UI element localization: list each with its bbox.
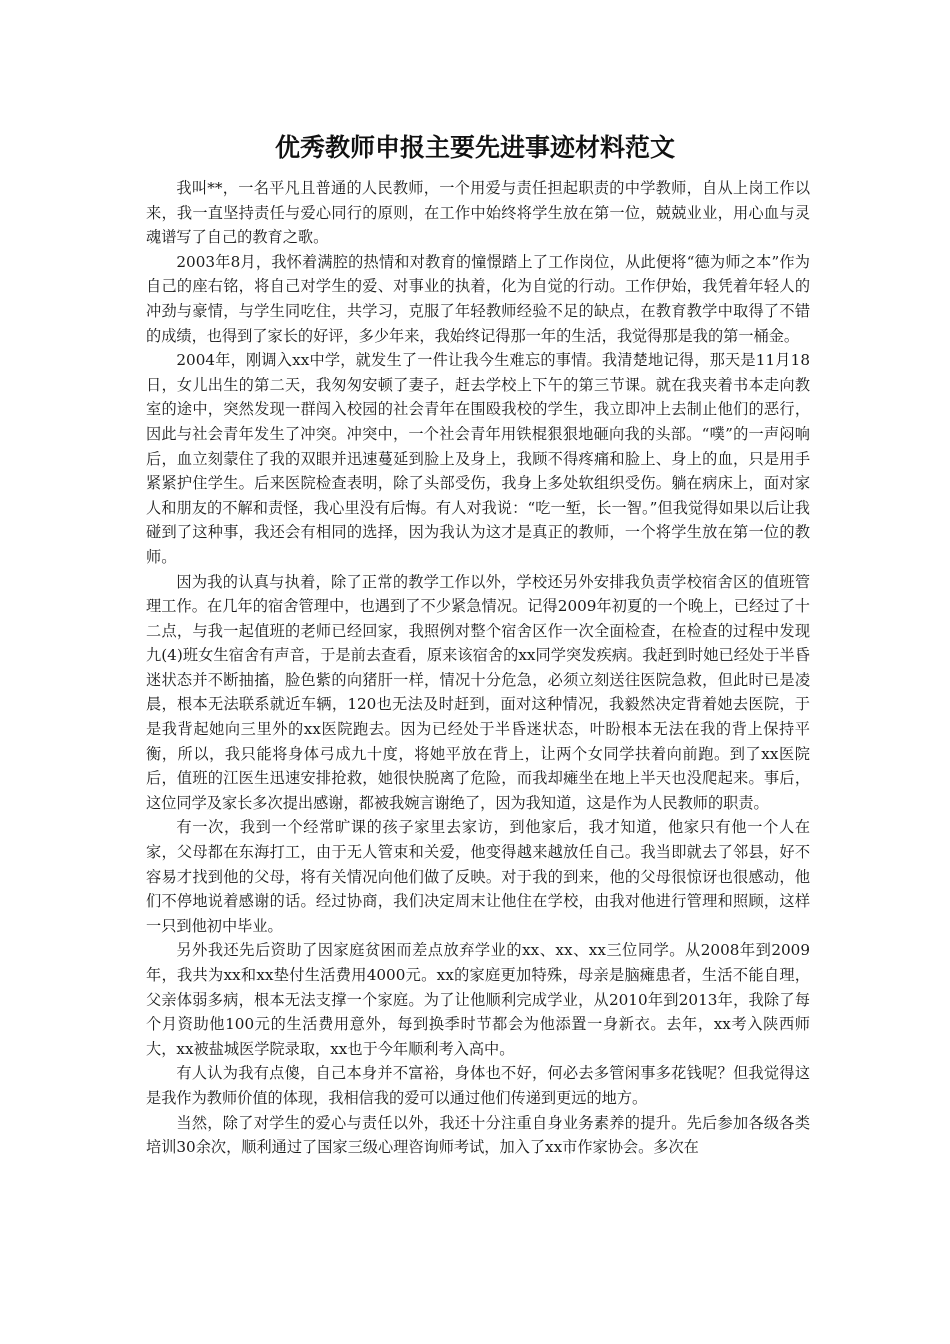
paragraph-2: 2003年8月，我怀着满腔的热情和对教育的憧憬踏上了工作岗位，从此便将“德为师之本”作为自己的座右铭，将自己对学生的爱、对事业的执着，化为自觉的行动。工作伊始，我凭着年轻人的冲劲与豪情，与学生同吃住，共学习，克服了年轻教师经验不足的缺点，在教育教学中取得了不错的成绩，也得到了家长的好评，多少年来，我始终记得那一年的生活，我觉得那是我的第一桶金。 (146, 252, 810, 345)
paragraph-7: 有人认为我有点傻，自己本身并不富裕，身体也不好，何必去多管闲事多花钱呢？但我觉得这是我作为教师价值的体现，我相信我的爱可以通过他们传递到更远的地方。 (146, 1064, 810, 1107)
document-body (146, 176, 810, 1160)
paragraph-4: 因为我的认真与执着，除了正常的教学工作以外，学校还另外安排我负责学校宿舍区的值班管理工作。在几年的宿舍管理中，也遇到了不少紧急情况。记得2009年初夏的一个晚上，已经过了十二点，与我一起值班的老师已经回家，我照例对整个宿舍区作一次全面检查，在检查的过程中发现九(4)班女生宿舍有声音，于是前去查看，原来该宿舍的xx同学突发疾病。我赶到时她已经处于半昏迷状态并不断抽搐，脸色紫的向猪肝一样，情况十分危急，必须立刻送往医院急救，但此时已是凌晨，根本无法联系就近车辆，120也无法及时赶到，面对这种情况，我毅然决定背着她去医院，于是我背起她向三里外的xx医院跑去。因为已经处于半昏迷状态，叶盼根本无法在我的背上保持平衡，所以，我只能将身体弓成九十度，将她平放在背上，让两个女同学扶着向前跑。到了xx医院后，值班的江医生迅速安排抢救，她很快脱离了危险，而我却瘫坐在地上半天也没爬起来。事后，这位同学及家长多次提出感谢，都被我婉言谢绝了，因为我知道，这是作为人民教师的职责。 (146, 572, 810, 812)
paragraph-1: 我叫**，一名平凡且普通的人民教师，一个用爱与责任担起职责的中学教师，自从上岗工作以来，我一直坚持责任与爱心同行的原则，在工作中始终将学生放在第一位，兢兢业业，用心血与灵魂谱写了自己的教育之歌。 (146, 179, 810, 247)
paragraph-8: 当然，除了对学生的爱心与责任以外，我还十分注重自身业务素养的提升。先后参加各级各类培训30余次，顺利通过了国家三级心理咨询师考试，加入了xx市作家协会。多次在 (146, 1113, 810, 1157)
paragraph-3: 2004年，刚调入xx中学，就发生了一件让我今生难忘的事情。我清楚地记得，那天是11月18日，女儿出生的第二天，我匆匆安顿了妻子，赶去学校上下午的第三节课。就在我夹着书本走向教室的途中，突然发现一群闯入校园的社会青年在围殴我校的学生，我立即冲上去制止他们的恶行，因此与社会青年发生了冲突。冲突中，一个社会青年用铁棍狠狠地砸向我的头部。“噗”的一声闷响后，血立刻蒙住了我的双眼并迅速蔓延到脸上及身上，我顾不得疼痛和脸上、身上的血，只是用手紧紧护住学生。后来医院检查表明，除了头部受伤，我身上多处软组织受伤。躺在病床上，面对家人和朋友的不解和责怪，我心里没有后悔。有人对我说：“吃一堑，长一智。”但我觉得如果以后让我碰到了这种事，我还会有相同的选择，因为我认为这才是真正的教师，一个将学生放在第一位的教师。 (146, 351, 810, 566)
paragraph-6: 另外我还先后资助了因家庭贫困而差点放弃学业的xx、xx、xx三位同学。从2008年到2009年，我共为xx和xx垫付生活费用4000元。xx的家庭更加特殊，母亲是脑瘫患者，生活不能自理，父亲体弱多病，根本无法支撑一个家庭。为了让他顺利完成学业，从2010年到2013年，我除了每个月资助他100元的生活费用意外，每到换季时节都会为他添置一身新衣。去年，xx考入陕西师大，xx被盐城医学院录取，xx也于今年顺利考入高中。 (146, 941, 810, 1058)
document-title: 优秀教师申报主要先进事迹材料范文 (274, 133, 675, 162)
paragraph-5: 有一次，我到一个经常旷课的孩子家里去家访，到他家后，我才知道，他家只有他一个人在家，父母都在东海打工，由于无人管束和关爱，他变得越来越放任自己。我当即就去了邻县，好不容易才找到他的父母，将有关情况向他们做了反映。对于我的到来，他的父母很惊讶也很感动，他们不停地说着感谢的话。经过协商，我们决定周末让他住在学校，由我对他进行管理和照顾，这样一只到他初中毕业。 (146, 818, 810, 935)
